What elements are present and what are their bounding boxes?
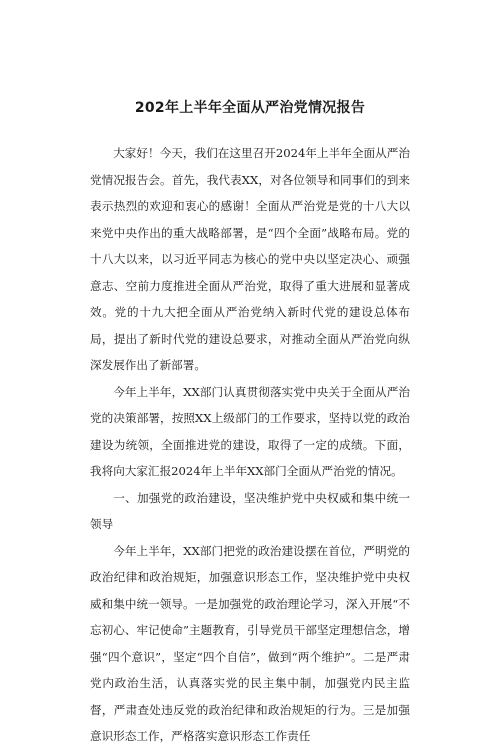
paragraph-overview: 今年上半年，XX部门认真贯彻落实党中央关于全面从严治党的决策部署，按照XX上级部门的工作要求，坚持以党的政治建设为统领，全面推进党的建设，取得了一定的成绩。下面，我将向大家汇报2024年上半年XX部门全面从严治党的情况。 <box>90 384 410 478</box>
paragraph-opening: 大家好！今天，我们在这里召开2024年上半年全面从严治党情况报告会。首先，我代表XX，对各位领导和同事们的到来表示热烈的欢迎和衷心的感谢！全面从严治党是党的十八大以来党中央作出的重大战略部署，是“四个全面”战略布局。党的十八大以来，以习近平同志为核心的党中央以坚定决心、顽强意志、空前力度推进全面从严治党，取得了重大进展和显著成效。党的十九大把全面从严治党纳入新时代党的建设总体布局，提出了新时代党的建设总要求，对推动全面从严治党向纵深发展作出了新部署。 <box>90 146 410 372</box>
section-heading: 一、加强党的政治建设，坚决维护党中央权威和集中统一领导 <box>90 490 410 531</box>
document-title: 202年上半年全面从严治党情况报告 <box>134 100 366 116</box>
paragraph-section-one: 今年上半年，XX部门把党的政治建设摆在首位，严明党的政治纪律和政治规矩，加强意识形态工作，坚决维护党中央权威和集中统一领导。一是加强党的政治理论学习，深入开展“不忘初心、牢记使命”主题教育，引导党员干部坚定理想信念，增强“四个意识”，坚定“四个自信”，做到“两个维护”。二是严肃党内政治生活，认真落实党的民主集中制，加强党内民主监督，严肃查处违反党的政治纪律和政治规矩的行为。三是加强意识形态工作，严格落实意识形态工作责任 <box>90 543 410 743</box>
document-body <box>90 140 410 750</box>
